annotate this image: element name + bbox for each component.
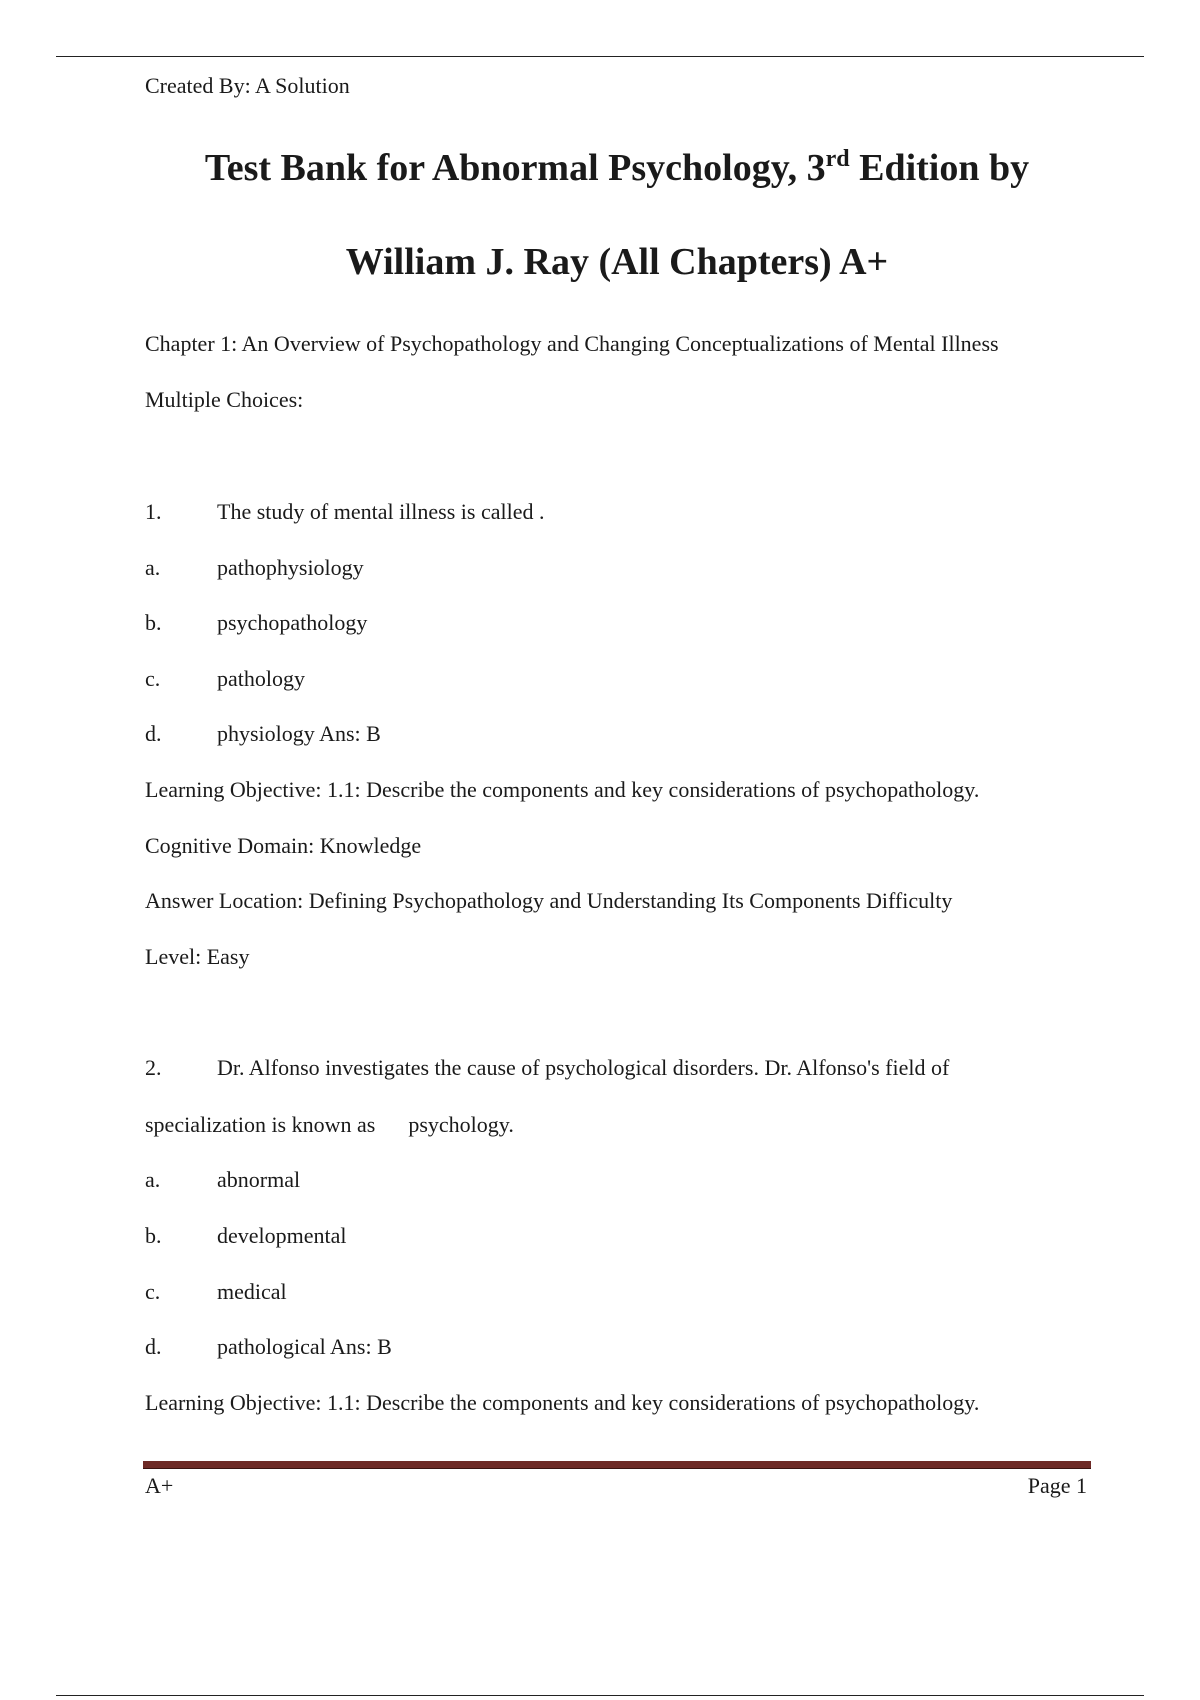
option-a [145, 555, 364, 581]
answer-location: Answer Location: Defining Psychopathology and Understanding Its Components Difficulty [145, 888, 953, 913]
option-d [145, 721, 381, 747]
option-letter: a. [145, 555, 161, 580]
option-text: pathophysiology [217, 555, 364, 580]
option-a [145, 1167, 300, 1193]
title-text: Test Bank for Abnormal Psychology, 3 [204, 147, 826, 189]
bottom-divider [56, 1695, 1144, 1696]
footer-divider [143, 1461, 1091, 1469]
title-superscript: rd [825, 146, 850, 172]
option-text: medical [217, 1279, 287, 1304]
question-number: 2. [145, 1055, 162, 1080]
learning-objective: Learning Objective: 1.1: Describe the components and key considerations of psychopathology. [145, 777, 980, 802]
option-b [145, 610, 367, 636]
title-text-end: Edition by [849, 147, 1030, 189]
option-text: pathological Ans: B [217, 1334, 392, 1359]
document-title-line-2: William J. Ray (All Chapters) A+ [345, 241, 889, 283]
option-c [145, 1279, 287, 1305]
section-label: Multiple Choices: [145, 387, 304, 412]
top-divider [56, 56, 1144, 57]
option-text: pathology [217, 666, 305, 691]
option-letter: c. [145, 666, 161, 691]
learning-objective: Learning Objective: 1.1: Describe the components and key considerations of psychopathology. [145, 1390, 980, 1415]
question-text: The study of mental illness is called . [217, 499, 545, 524]
option-text: abnormal [217, 1167, 301, 1192]
option-c [145, 666, 305, 692]
option-letter: d. [145, 721, 162, 746]
question-1 [145, 499, 545, 525]
created-by-text: Created By: A Solution [145, 73, 350, 98]
question-2 [145, 1055, 949, 1081]
cognitive-domain: Cognitive Domain: Knowledge [145, 833, 422, 858]
option-letter: d. [145, 1334, 162, 1359]
question-text: Dr. Alfonso investigates the cause of psychological disorders. Dr. Alfonso's field of [217, 1055, 950, 1080]
option-d [145, 1334, 392, 1360]
footer-left-text: A+ [145, 1473, 174, 1498]
option-text: developmental [217, 1223, 347, 1248]
option-text: psychopathology [217, 610, 368, 635]
option-b [145, 1223, 347, 1249]
page-number: Page 1 [1027, 1473, 1087, 1498]
option-text: physiology Ans: B [217, 721, 381, 746]
option-letter: b. [145, 1223, 162, 1248]
chapter-heading: Chapter 1: An Overview of Psychopathology and Changing Conceptualizations of Mental Illness [145, 331, 999, 356]
difficulty-level: Level: Easy [145, 944, 250, 969]
question-number: 1. [145, 499, 162, 524]
option-letter: c. [145, 1279, 161, 1304]
question-2-continued: specialization is known as psychology. [145, 1112, 514, 1137]
option-letter: a. [145, 1167, 161, 1192]
option-letter: b. [145, 610, 162, 635]
document-title-line-1 [0, 146, 1200, 190]
